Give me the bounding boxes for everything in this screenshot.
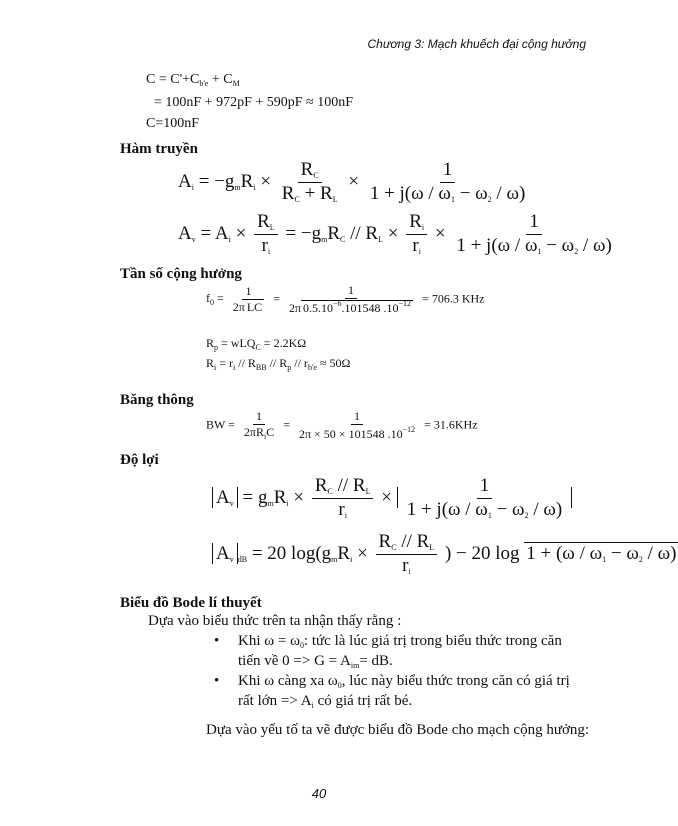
section-transfer-function: Hàm truyền [120,141,198,157]
bode-bullet-1-line-1: Khi $\omega = \omega_0$: tức là lúc giá trị trong biểu thức trong căn [238,633,562,650]
section-resonance: Tần số cộng hưởng [120,266,242,282]
section-bode: Biểu đồ Bode lí thuyết [120,595,262,611]
equation-av: $A_v = A_i$ × $\frac{R_L}{r_i}$ = $-g_mR_C // R_L$ × $\frac{R_i}{r_i}$ × $\frac{1}{1 + j(\omega / \omega_1 - \omega_2 / \omega)}$ [178,211,612,256]
bullet-icon: • [214,673,220,689]
equation-ri: $R_i = r_i // R_{BB} // R_p // r_{b'e} \approx 50\Omega$ [206,356,351,372]
bode-bullet-2-line-1: Khi ω càng xa $\omega_0$, lúc này biểu thức trong căn có giá trị [238,673,570,690]
equation-bandwidth: BW = $\frac{1}{2\pi R_iC}$ = $\frac{1}{2\pi \times 50 \times 101548 .10^{-12}}$ = 31.6KHz [206,409,478,442]
page-number: 40 [311,786,327,801]
bullet-icon: • [214,633,220,649]
bode-intro: Dựa vào biểu thức trên ta nhận thấy rằng : [148,613,402,629]
bode-bullet-1-line-2: tiến về $0 => G = A_{im}=$ dB. [238,653,393,670]
capacitor-result: C=100nF [146,116,200,131]
equation-rp: $R_p = wLQ_C = 2.2K\Omega$ [206,336,307,352]
section-gain: Độ lợi [120,452,159,468]
equation-ai: $A_i = -g_mR_i$ × $\frac{R_C}{R_C + R_L}$ × $\frac{1}{1 + j(\omega / \omega_1 - \omega_2 / \omega)}$ [178,159,526,204]
capacitor-equation-1: $C = C'+C_{b'e} + C_M$ [146,72,240,88]
equation-av-db: $A_v$ $_{dB}$ = 20 $\log(g_mR_i$ × $\frac{R_C // R_L}{r_i}$ ) − 20 $\log 1 + (\omega / \omega_1 - \omega_2 / \omega)$ [212,532,636,577]
section-bandwidth: Băng thông [120,392,194,408]
bode-outro: Dựa vào yếu tố ta vẽ được biểu đồ Bode cho mạch cộng hưởng: [206,722,590,738]
equation-av-magnitude: $A_v = g_mR_i$ × $\frac{R_C // R_L}{r_i}$ × $\frac{1}{1 + j(\omega / \omega_1 - \omega_2 / \omega)}$ [212,476,572,521]
capacitor-equation-2: = 100nF + 972pF + 590pF ≈ 100nF [154,95,354,110]
bode-bullet-2-line-2: rất lớn => $A_i$ có giá trị rất bé. [238,693,413,710]
chapter-header: Chương 3: Mạch khuếch đại cộng hưởng [367,37,586,51]
equation-f0: $f_0$ = $\frac{1}{\text{2π LC}}$ = $\frac{1}{2\pi 0.5.10^{-6}.101548 .10^{-12}}$ = 706.3 KHz [206,283,485,316]
